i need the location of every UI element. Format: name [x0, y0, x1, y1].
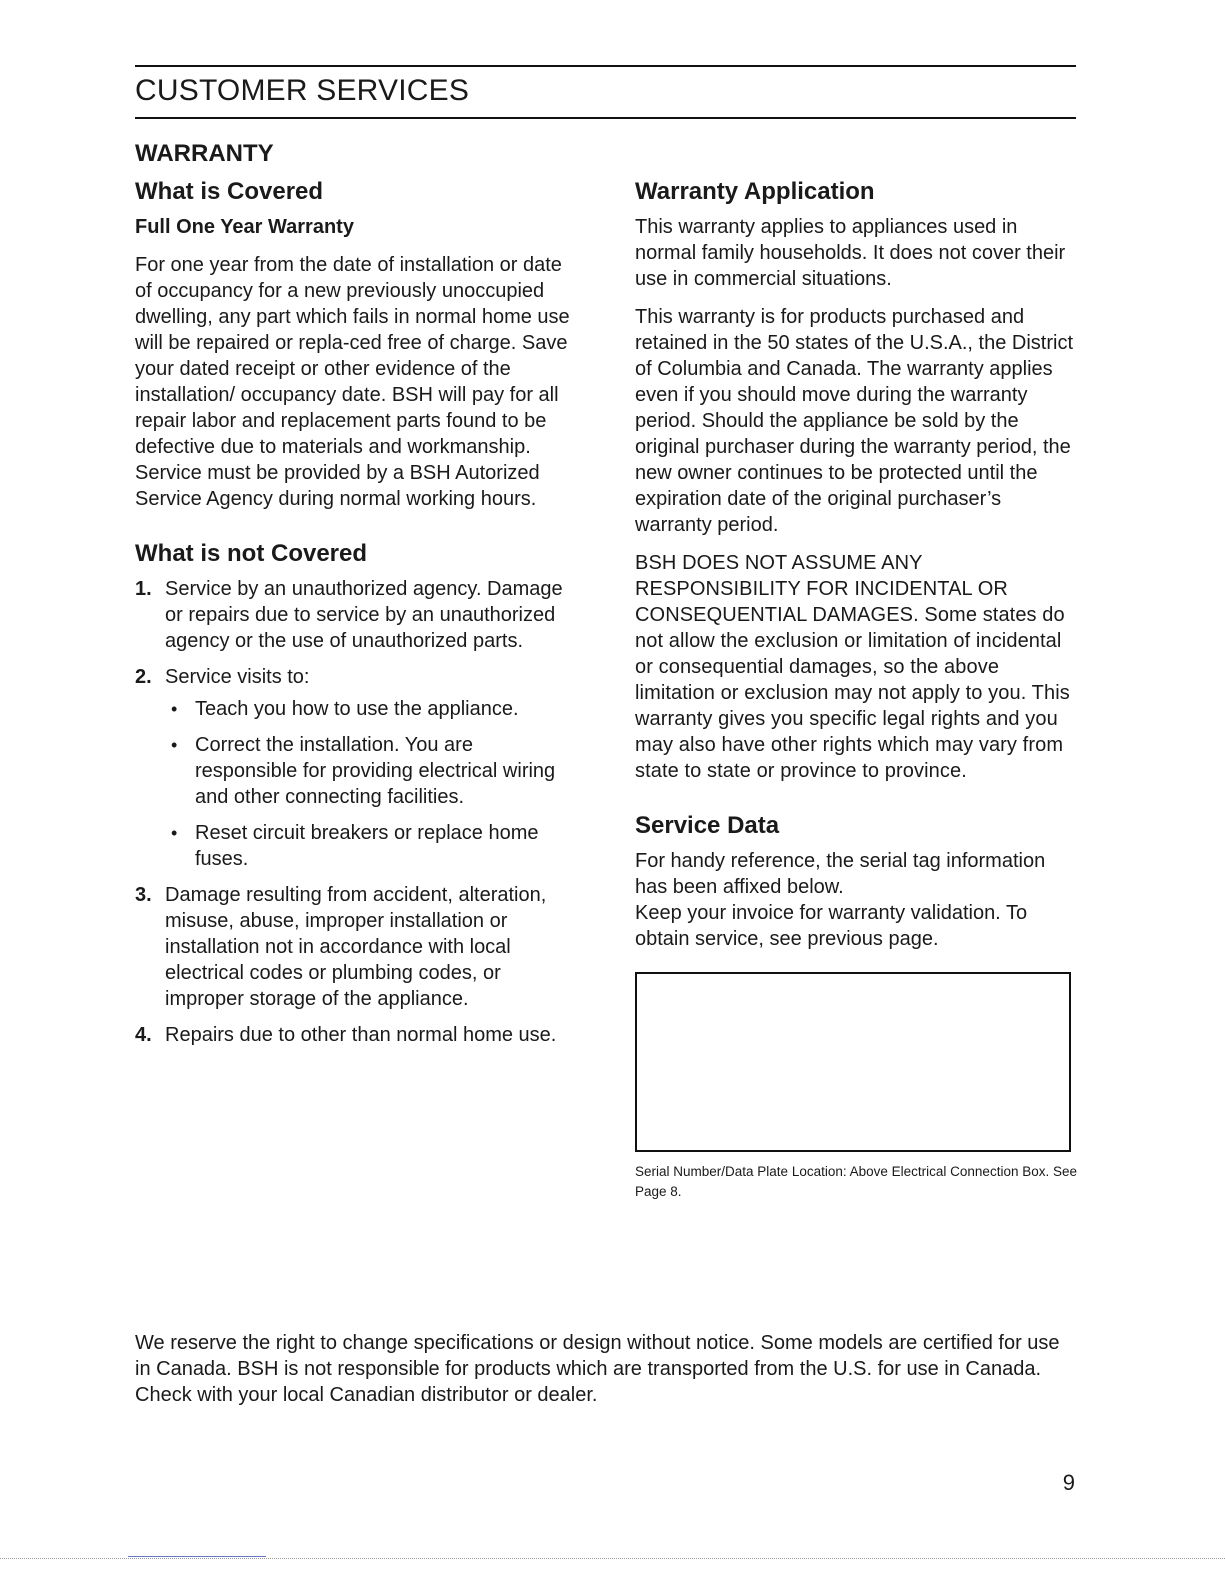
service-visits-sublist — [165, 696, 575, 872]
list-number: 4. — [135, 1024, 152, 1046]
list-item — [135, 576, 575, 654]
bullet-icon: • — [171, 735, 178, 755]
header-bottom-rule — [135, 117, 1076, 119]
application-paragraph-2: This warranty is for products purchased and retained in the 50 states of the U.S.A., the District of Columbia and Canada. The warranty applies even if you should move during the warranty period. Should the appliance be sold by the original purchaser during the warranty period, the new owner continues to be protected until the expiration date of the original purchaser’s warranty period. — [635, 306, 1073, 536]
what-is-covered-heading: What is Covered — [135, 178, 324, 205]
warranty-application-heading: Warranty Application — [635, 178, 875, 205]
page-title: CUSTOMER SERVICES — [135, 74, 470, 107]
section-title: WARRANTY — [135, 140, 274, 167]
bottom-link-underline — [128, 1556, 266, 1557]
list-item — [135, 664, 575, 872]
list-item — [135, 1022, 575, 1048]
service-data-heading: Service Data — [635, 812, 780, 839]
service-data-paragraph-1: For handy reference, the serial tag information has been affixed below. — [635, 850, 1046, 898]
sublist-item — [165, 732, 575, 810]
bottom-dotted-line — [0, 1558, 1225, 1559]
sublist-item — [165, 696, 575, 722]
list-item-text: Damage resulting from accident, alteration, misuse, abuse, improper installation or installation not in accordance with local electrical codes or plumbing codes, or improper storage of the appliance. — [165, 884, 547, 1010]
not-covered-list — [135, 576, 575, 1048]
right-column — [635, 176, 1080, 1202]
sublist-item-text: Teach you how to use the appliance. — [195, 698, 519, 720]
full-one-year-warranty-heading: Full One Year Warranty — [135, 216, 354, 238]
bullet-icon: • — [171, 699, 178, 719]
what-is-not-covered-heading: What is not Covered — [135, 540, 368, 567]
page-number: 9 — [1062, 1470, 1075, 1495]
list-item-text: Repairs due to other than normal home use. — [165, 1024, 557, 1046]
covered-paragraph: For one year from the date of installation or date of occupancy for a new previously unoccupied dwelling, any part which fails in normal home use will be repaired or repla-ced free of charge. Save your dated receipt or other evidence of the installation/ occupancy date. BSH will pay for all repair labor and replacement parts found to be defective due to materials and workmanship. Service must be provided by a BSH Autorized Service Agency during normal working hours. — [135, 254, 570, 510]
sublist-item-text: Correct the installation. You are responsible for providing electrical wiring and other connecting facilities. — [195, 734, 556, 808]
list-item — [135, 882, 575, 1012]
header-top-rule — [135, 65, 1076, 67]
left-column — [135, 176, 575, 1058]
bullet-icon: • — [171, 823, 178, 843]
list-item-text: Service by an unauthorized agency. Damage or repairs due to service by an unauthorized agency or the use of unauthorized parts. — [165, 578, 563, 652]
list-number: 3. — [135, 884, 152, 906]
serial-tag-box — [635, 972, 1071, 1152]
application-paragraph-1: This warranty applies to appliances used in normal family households. It does not cover their use in commercial situations. — [635, 216, 1066, 290]
list-number: 1. — [135, 578, 152, 600]
sublist-item — [165, 820, 575, 872]
serial-tag-caption: Serial Number/Data Plate Location: Above Electrical Connection Box. See Page 8. — [635, 1164, 1077, 1199]
footer-note: We reserve the right to change specifications or design without notice. Some models are certified for use in Canada. BSH is not responsible for products which are transported from the U.S. for use in Canada. Check with your local Canadian distributor or dealer. — [135, 1332, 1060, 1406]
application-paragraph-3: BSH DOES NOT ASSUME ANY RESPONSIBILITY FOR INCIDENTAL OR CONSEQUENTIAL DAMAGES. Some states do not allow the exclusion or limitation of incidental or consequential damages, so the above limitation or exclusion may not apply to you. This warranty gives you specific legal rights and you may also have other rights which may vary from state to state or province to province. — [635, 552, 1070, 782]
list-number: 2. — [135, 666, 152, 688]
sublist-item-text: Reset circuit breakers or replace home fuses. — [195, 822, 539, 870]
list-item-text: Service visits to: — [165, 666, 310, 688]
service-data-paragraph-2: Keep your invoice for warranty validation. To obtain service, see previous page. — [635, 902, 1028, 950]
